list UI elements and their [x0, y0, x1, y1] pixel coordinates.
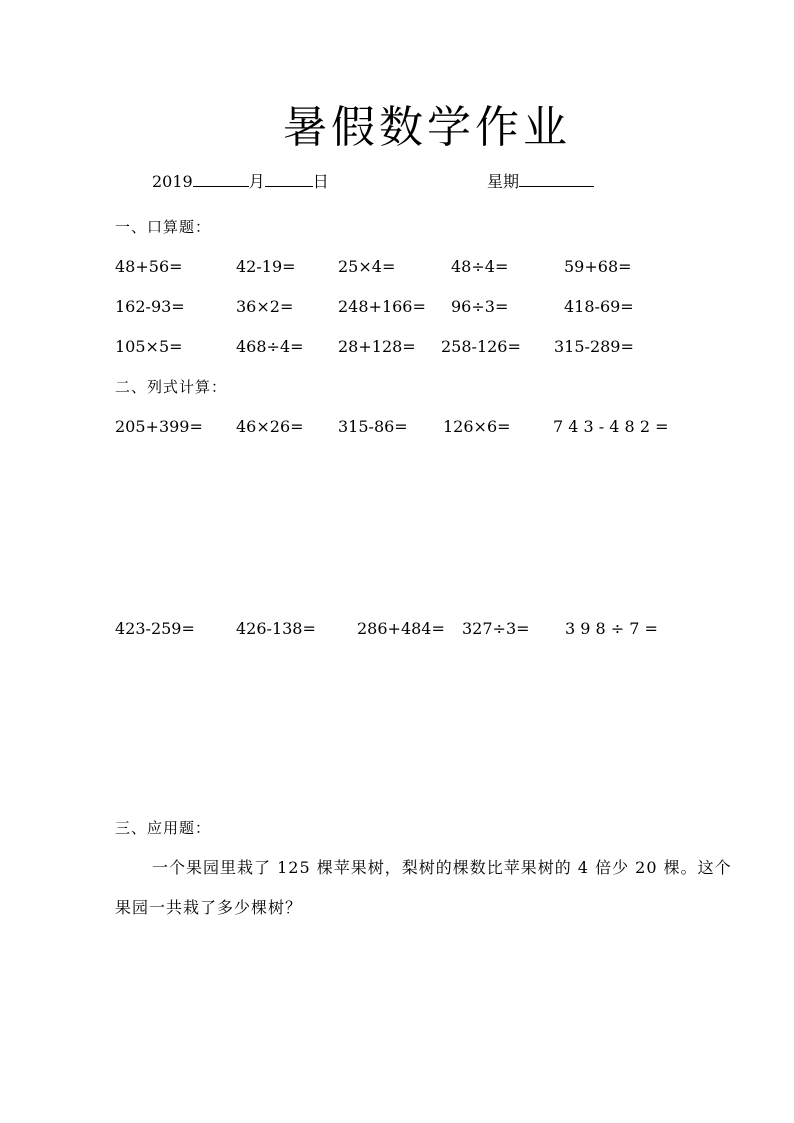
problem-item: 468÷4=	[236, 337, 304, 356]
problem-item: 3 9 8 ÷ 7 =	[565, 619, 658, 638]
section-heading-mental-math: 一、口算题：	[115, 218, 212, 236]
problem-item: 59+68=	[564, 257, 632, 276]
word-problem-line-1: 一个果园里栽了 125 棵苹果树，梨树的棵数比苹果树的 4 倍少 20 棵。这个	[152, 858, 732, 877]
page-title: 暑假数学作业	[283, 102, 571, 153]
weekday-field	[487, 170, 594, 193]
problem-item: 315-86=	[338, 417, 408, 436]
problem-item: 48÷4=	[451, 257, 509, 276]
word-problem-line-2: 果园一共栽了多少棵树？	[115, 898, 303, 917]
problem-item: 315-289=	[554, 337, 634, 356]
problem-item: 327÷3=	[462, 619, 530, 638]
problem-item: 162-93=	[115, 297, 185, 316]
weekday-blank[interactable]	[519, 170, 594, 187]
year-text: 2019	[152, 172, 193, 191]
day-label: 日	[312, 172, 329, 191]
section-heading-word-problem: 三、应用题：	[115, 819, 212, 837]
problem-item: 248+166=	[338, 297, 426, 316]
problem-item: 126×6=	[443, 417, 511, 436]
date-field	[152, 170, 329, 193]
problem-item: 105×5=	[115, 337, 183, 356]
problem-item: 258-126=	[441, 337, 521, 356]
day-blank[interactable]	[265, 170, 313, 187]
month-label: 月	[248, 172, 265, 191]
problem-item: 418-69=	[564, 297, 634, 316]
problem-item: 96÷3=	[451, 297, 509, 316]
problem-item: 25×4=	[338, 257, 396, 276]
problem-item: 36×2=	[236, 297, 294, 316]
problem-item: 286+484=	[357, 619, 445, 638]
problem-item: 7 4 3 - 4 8 2 =	[553, 417, 669, 436]
problem-item: 423-259=	[115, 619, 195, 638]
problem-item: 205+399=	[115, 417, 203, 436]
problem-item: 426-138=	[236, 619, 316, 638]
problem-item: 28+128=	[338, 337, 416, 356]
problem-item: 48+56=	[115, 257, 183, 276]
weekday-label: 星期	[487, 172, 520, 191]
section-heading-written-calc: 二、列式计算：	[115, 378, 228, 396]
problem-item: 46×26=	[236, 417, 304, 436]
month-blank[interactable]	[193, 170, 249, 187]
problem-item: 42-19=	[236, 257, 296, 276]
